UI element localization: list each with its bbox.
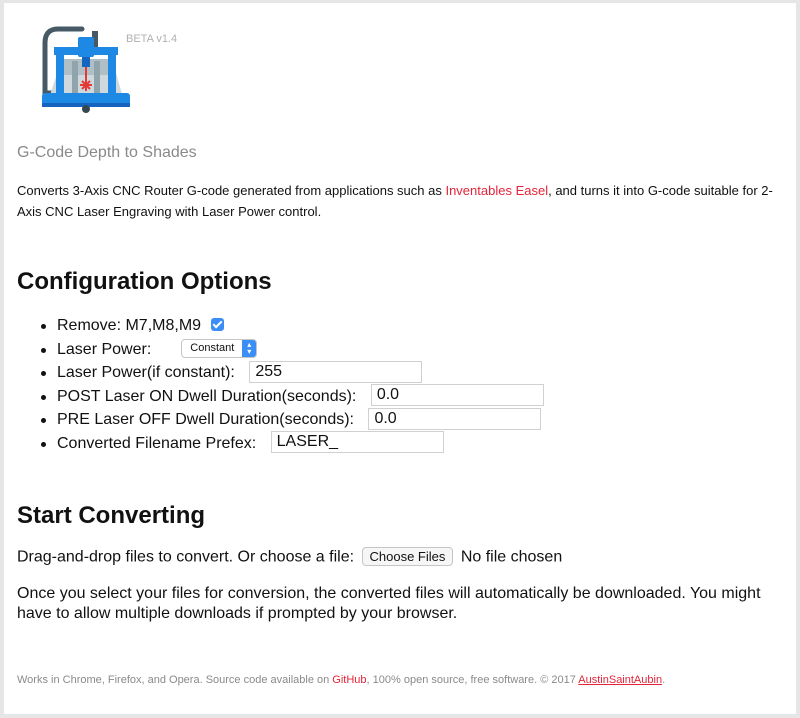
post-dwell-label: POST Laser ON Dwell Duration(seconds): <box>57 387 357 405</box>
drag-drop-paragraph <box>17 548 562 567</box>
option-laser-power <box>17 338 544 362</box>
config-options-list <box>17 314 544 455</box>
select-arrows-icon: ▴ ▾ <box>242 340 256 357</box>
post-dwell-input[interactable]: 0.0 <box>371 384 544 406</box>
intro-text-after: , and turns it into G-code suitable for 2-Axis CNC Laser Engraving with Laser Power control. <box>17 183 773 219</box>
option-pre-dwell <box>17 408 544 432</box>
page-subtitle: G-Code Depth to Shades <box>17 144 197 161</box>
laser-power-value: Constant <box>190 341 235 354</box>
laser-power-select[interactable] <box>181 339 257 358</box>
footer-text-1: Works in Chrome, Firefox, and Opera. Source code available on <box>17 674 333 686</box>
intro-text-before: Converts 3-Axis CNC Router G-code generated from applications such as <box>17 183 446 198</box>
option-post-dwell <box>17 385 544 409</box>
author-link[interactable]: AustinSaintAubin <box>578 674 663 686</box>
footer <box>17 674 665 686</box>
github-link[interactable]: GitHub <box>332 674 367 686</box>
prefix-label: Converted Filename Prefex: <box>57 434 257 452</box>
download-note: Once you select your files for conversion, the converted files will automatically be downloaded. You might have to allow multiple downloads if prompted by your browser. <box>17 585 761 622</box>
option-laser-power-constant <box>17 361 544 385</box>
page <box>4 3 796 714</box>
option-prefix <box>17 432 544 456</box>
laser-power-label: Laser Power: <box>57 340 152 358</box>
choose-files-button[interactable]: Choose Files <box>362 547 454 566</box>
no-file-text: No file chosen <box>460 548 563 566</box>
laser-power-constant-label: Laser Power(if constant): <box>57 364 235 382</box>
intro-paragraph <box>17 180 782 222</box>
remove-label: Remove: M7,M8,M9 <box>57 317 202 335</box>
footer-text-3: . <box>662 674 666 686</box>
laser-power-constant-input[interactable]: 255 <box>249 361 422 383</box>
option-remove <box>17 314 544 338</box>
version-label: BETA v1.4 <box>126 33 178 45</box>
prefix-input[interactable]: LASER_ <box>271 431 444 453</box>
start-heading: Start Converting <box>17 502 206 529</box>
drag-text: Drag-and-drop files to convert. Or choose a file: <box>17 548 355 566</box>
footer-text-2: , 100% open source, free software. © 2017 <box>366 674 579 686</box>
config-heading: Configuration Options <box>17 268 272 295</box>
remove-checkbox[interactable] <box>211 318 224 331</box>
pre-dwell-label: PRE Laser OFF Dwell Duration(seconds): <box>57 411 354 429</box>
pre-dwell-input[interactable]: 0.0 <box>368 408 541 430</box>
inventables-easel-link[interactable]: Inventables Easel <box>445 183 549 198</box>
cnc-laser-logo <box>36 15 136 117</box>
